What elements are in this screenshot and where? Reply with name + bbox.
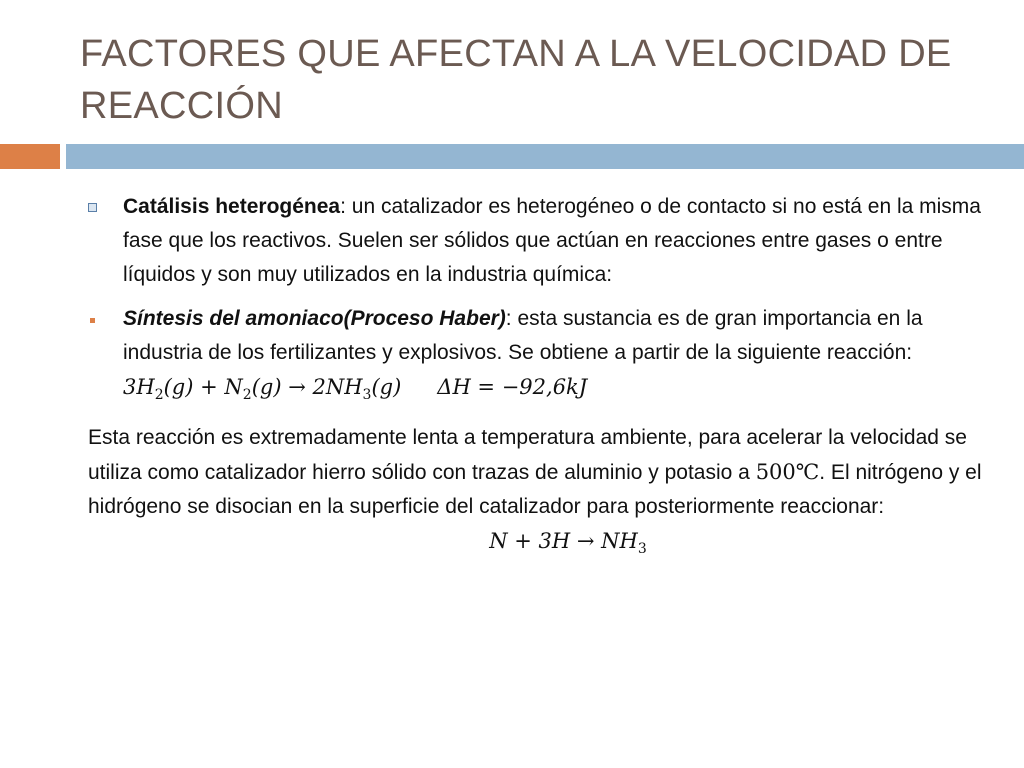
body-paragraph: Esta reacción es extremadamente lenta a temperatura ambiente, para acelerar la velocidad se utiliza como catalizador hierro sólido con trazas de aluminio y potasio a 500℃. El nitrógeno y el hidrógeno se disocian en la superficie del catalizador para posteriormente reaccionar: [88, 426, 982, 519]
accent-bar-orange [0, 144, 60, 169]
small-bullet-icon [90, 318, 95, 323]
square-bullet-icon [88, 203, 97, 212]
temperature-value: 500℃ [755, 460, 820, 485]
item-term: Catálisis heterogénea [123, 195, 341, 218]
item-text: : esta sustancia es de gran importancia en la industria de los fertilizantes y explosivos. Se obtiene a partir de la siguiente reacción: [123, 307, 923, 364]
accent-bar-blue [66, 144, 1024, 169]
bullet-item-catalisis [88, 190, 988, 292]
item-term: Síntesis del amoniaco(Proceso Haber) [123, 307, 506, 330]
item-text: : un catalizador es heterogéneo o de contacto si no está en la misma fase que los reactivos. Suelen ser sólidos que actúan en reacciones entre gases o entre líquidos y son muy utilizados en la industria química: [123, 195, 981, 286]
dissociation-equation: $N + 3H \to NH_3$ [489, 529, 647, 558]
bullet-item-sintesis [88, 302, 988, 412]
slide-title: FACTORES QUE AFECTAN A LA VELOCIDAD DE REACCIÓN [80, 33, 952, 127]
slide-content [88, 190, 988, 566]
enthalpy-value: ΔH = −92,6kJ [437, 375, 588, 399]
reaction-equation: $3H_2(g) + N_2(g) \to 2NH_3(g)$ [123, 375, 402, 404]
